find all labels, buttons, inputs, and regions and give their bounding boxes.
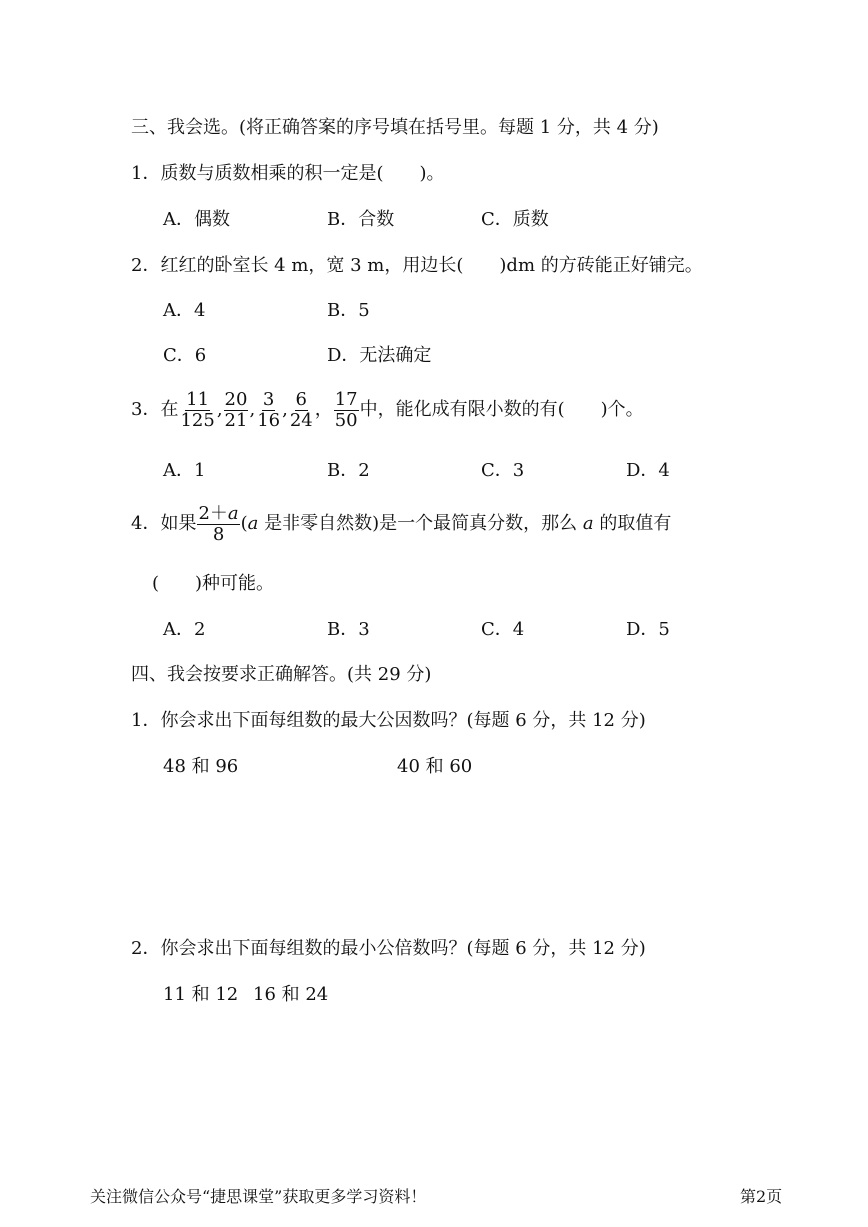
q2-option-c: C．6 <box>163 345 207 366</box>
s4-q2-item-1: 11 和 12 <box>163 984 239 1005</box>
q3-prefix: 3．在 <box>131 399 179 420</box>
s4-q2-item-2: 16 和 24 <box>253 984 329 1005</box>
q1-option-b: B．合数 <box>327 209 395 230</box>
q2-option-a: A．4 <box>163 300 206 321</box>
q1-option-a: A．偶数 <box>163 209 230 230</box>
q2-option-b: B．5 <box>327 300 370 321</box>
s4-q2-stem: 2．你会求出下面每组数的最小公倍数吗？(每题 6 分，共 12 分) <box>131 938 646 959</box>
q4-stem: 4．如果 $\frac{2+a}{8}$ (a 是非零自然数)是一个最简真分数，那么 a 的取值有 <box>131 502 672 545</box>
q4-prefix: 4．如果 <box>131 513 197 534</box>
q1-stem: 1．质数与质数相乘的积一定是( )。 <box>131 163 445 184</box>
fraction-3-16: $\frac{3}{16}$ <box>257 388 281 431</box>
q2-stem: 2．红红的卧室长 4 m，宽 3 m，用边长( )dm 的方砖能正好铺完。 <box>131 255 703 276</box>
q2-option-d: D．无法确定 <box>327 345 432 366</box>
q4-option-c: C．4 <box>481 619 525 640</box>
q3-option-d: D．4 <box>626 460 670 481</box>
footer-promo: 关注微信公众号“捷思课堂”获取更多学习资料！ <box>90 1187 427 1206</box>
s4-q1-stem: 1．你会求出下面每组数的最大公因数吗？(每题 6 分，共 12 分) <box>131 710 646 731</box>
fraction-11-125: $\frac{11}{125}$ <box>180 388 215 431</box>
q3-option-c: C．3 <box>481 460 525 481</box>
q3-stem: 3．在 $\frac{11}{125}$ , $\frac{20}{21}$ , $\frac{3}{16}$ , $\frac{6}{24}$ ， $\frac{17}{50}$ 中，能化成有限小数的有( )个。 <box>131 388 644 431</box>
q4-option-d: D．5 <box>626 619 670 640</box>
fraction-6-24: $\frac{6}{24}$ <box>289 388 313 431</box>
q3-suffix: 中，能化成有限小数的有( )个。 <box>359 399 644 420</box>
s4-q1-item-2: 40 和 60 <box>397 756 473 777</box>
q3-option-b: B．2 <box>327 460 370 481</box>
section4-title: 四、我会按要求正确解答。(共 29 分) <box>131 664 432 685</box>
fraction-17-50: $\frac{17}{50}$ <box>334 388 358 431</box>
section3-title: 三、我会选。(将正确答案的序号填在括号里。每题 1 分，共 4 分) <box>131 117 659 138</box>
fraction-2-plus-a-over-8: $\frac{2+a}{8}$ <box>198 502 239 545</box>
q3-option-a: A．1 <box>163 460 206 481</box>
page-number: 第2页 <box>740 1187 783 1206</box>
q1-option-c: C．质数 <box>481 209 549 230</box>
q4-stem-line2: ( )种可能。 <box>152 573 275 594</box>
q4-option-a: A．2 <box>163 619 206 640</box>
s4-q1-item-1: 48 和 96 <box>163 756 239 777</box>
fraction-20-21: $\frac{20}{21}$ <box>224 388 248 431</box>
q4-option-b: B．3 <box>327 619 370 640</box>
